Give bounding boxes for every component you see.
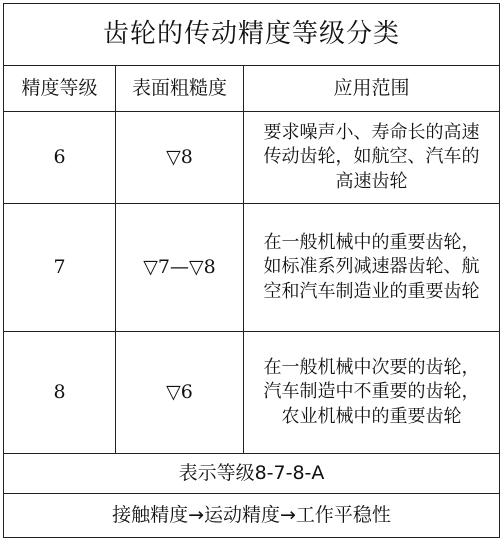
- application-line: 空和汽车制造业的重要齿轮: [263, 280, 480, 302]
- application-cell: [244, 332, 500, 454]
- header-roughness: 表面粗糙度: [116, 66, 244, 112]
- table-row: [4, 204, 500, 332]
- roughness-cell: ▽6: [116, 332, 244, 454]
- roughness-cell: ▽7—▽8: [116, 204, 244, 332]
- precision-sequence: 接触精度→运动精度→工作平稳性: [4, 494, 500, 538]
- application-line: 高速齿轮: [335, 170, 408, 192]
- application-line: 如标准系列减速器齿轮、航: [263, 256, 480, 278]
- application-cell: [244, 112, 500, 204]
- application-line: 要求噪声小、寿命长的高速: [263, 122, 480, 144]
- application-line: 传动齿轮，如航空、汽车的: [263, 146, 480, 168]
- title-row: [4, 4, 500, 66]
- table-title: 齿轮的传动精度等级分类: [4, 4, 500, 66]
- grade-cell: 6: [4, 112, 116, 204]
- roughness-cell: ▽8: [116, 112, 244, 204]
- application-line: 汽车制造中不重要的齿轮，: [263, 381, 480, 403]
- table-row: [4, 112, 500, 204]
- header-row: [4, 66, 500, 112]
- grade-cell: 7: [4, 204, 116, 332]
- application-line: 在一般机械中次要的齿轮，: [263, 357, 480, 379]
- sequence-row: [4, 494, 500, 538]
- grade-notation: 表示等级8-7-8-A: [4, 454, 500, 494]
- table-row: [4, 332, 500, 454]
- gear-precision-table: [3, 3, 500, 538]
- notation-row: [4, 454, 500, 494]
- application-line: 农业机械中的重要齿轮: [281, 405, 462, 427]
- precision-table-document: [3, 3, 499, 537]
- application-line: 在一般机械中的重要齿轮，: [263, 232, 480, 254]
- header-application: 应用范围: [244, 66, 500, 112]
- header-grade: 精度等级: [4, 66, 116, 112]
- application-cell: [244, 204, 500, 332]
- grade-cell: 8: [4, 332, 116, 454]
